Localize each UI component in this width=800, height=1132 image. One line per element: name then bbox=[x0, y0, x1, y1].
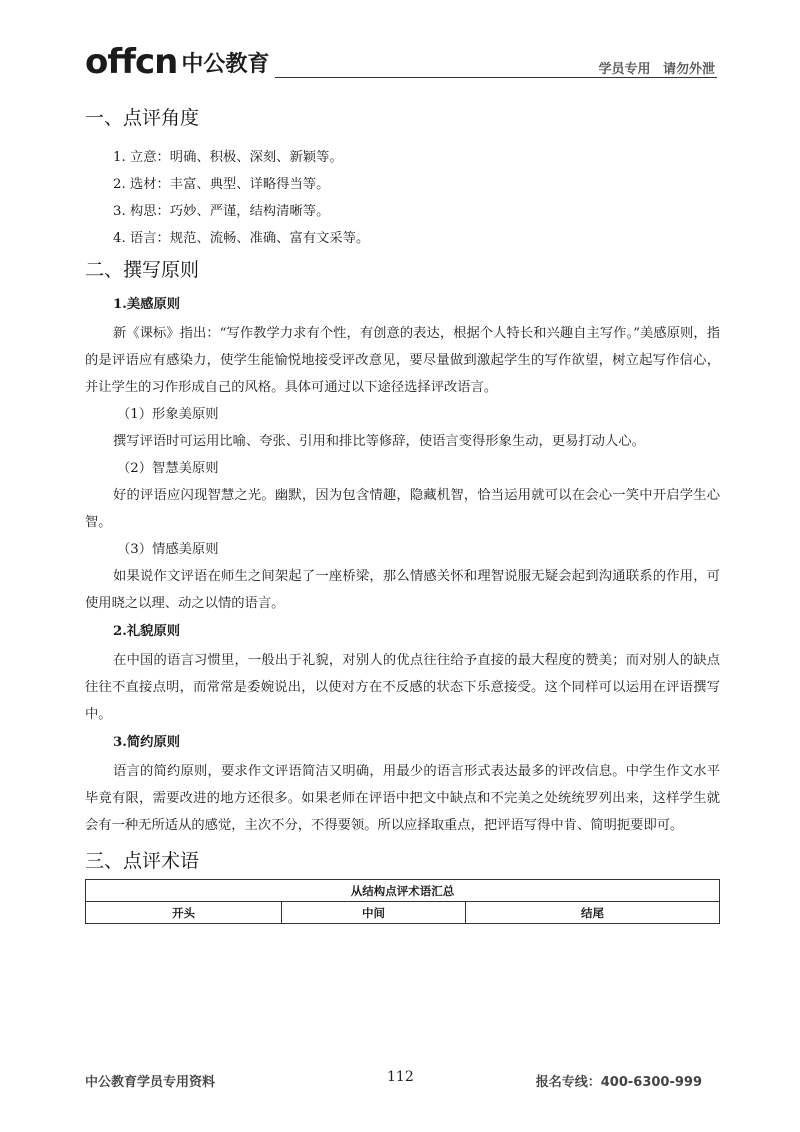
header-confidential-note: 学员专用 请勿外泄 bbox=[598, 62, 715, 77]
footer-hotline: 报名专线：400-6300-999 bbox=[535, 1075, 702, 1090]
section-title-writing-principles: 二、撰写原则 bbox=[85, 259, 200, 281]
paragraph-emotion: 如果说作文评语在师生之间架起了一座桥梁，那么情感关怀和理智说服无疑会起到沟通联系的作用，可使用晓之以理、动之以情的语言。 bbox=[85, 569, 720, 611]
review-terms-table bbox=[85, 879, 720, 924]
section-title-review-angles: 一、点评角度 bbox=[85, 107, 200, 129]
list-item: 2. 选材：丰富、典型、详略得当等。 bbox=[113, 177, 330, 192]
table-header-middle: 中间 bbox=[282, 902, 466, 924]
header-divider bbox=[275, 77, 717, 78]
footer-material-label: 中公教育学员专用资料 bbox=[85, 1075, 216, 1090]
offcn-logo bbox=[85, 40, 269, 80]
table-caption: 从结构点评术语汇总 bbox=[86, 880, 720, 902]
sub-heading-wisdom: （2）智慧美原则 bbox=[117, 461, 219, 476]
list-item: 4. 语言：规范、流畅、准确、富有文采等。 bbox=[113, 231, 370, 246]
list-item: 3. 构思：巧妙、严谨，结构清晰等。 bbox=[113, 204, 330, 219]
page-number: 112 bbox=[387, 1069, 414, 1085]
sub-heading-imagery: （1）形象美原则 bbox=[117, 407, 219, 422]
section-title-review-terms: 三、点评术语 bbox=[85, 850, 200, 872]
table-header-opening: 开头 bbox=[86, 902, 282, 924]
page-header bbox=[85, 38, 717, 82]
list-item: 1. 立意：明确、积极、深刻、新颖等。 bbox=[113, 150, 343, 165]
paragraph-wisdom: 好的评语应闪现智慧之光。幽默，因为包含情趣，隐藏机智，恰当运用就可以在会心一笑中开启学生心智。 bbox=[85, 488, 720, 530]
paragraph-imagery: 撰写评语时可运用比喻、夸张、引用和排比等修辞，使语言变得形象生动，更易打动人心。 bbox=[113, 434, 645, 449]
logo-latin-text: offcn bbox=[85, 42, 178, 82]
logo-chinese-text: 中公教育 bbox=[181, 52, 270, 77]
sub-heading-emotion: （3）情感美原则 bbox=[117, 542, 219, 557]
document-body bbox=[85, 104, 720, 924]
paragraph-aesthetic-intro: 新《课标》指出：“写作教学力求有个性，有创意的表达，根据个人特长和兴趣自主写作。”美感原则，指的是评语应有感染力，使学生能愉悦地接受评改意见，要尽量做到激起学生的写作欲望，树立起写作信心，并让学生的习作形成自己的风格。具体可通过以下途径选择评改语言。 bbox=[85, 326, 720, 395]
principle-heading-concise: 3.简约原则 bbox=[113, 735, 181, 750]
principle-heading-aesthetic: 1.美感原则 bbox=[113, 297, 181, 312]
principle-heading-courtesy: 2.礼貌原则 bbox=[113, 624, 181, 639]
table-header-ending: 结尾 bbox=[466, 902, 720, 924]
paragraph-concise: 语言的简约原则，要求作文评语简洁又明确，用最少的语言形式表达最多的评改信息。中学生作文水平毕竟有限，需要改进的地方还很多。如果老师在评语中把文中缺点和不完美之处统统罗列出来，这样学生就会有一种无所适从的感觉，主次不分，不得要领。所以应择取重点，把评语写得中肯、简明扼要即可。 bbox=[85, 764, 720, 833]
paragraph-courtesy: 在中国的语言习惯里，一般出于礼貌，对别人的优点往往给予直接的最大程度的赞美；而对别人的缺点往往不直接点明，而常常是委婉说出，以使对方在不反感的状态下乐意接受。这个同样可以运用在评语撰写中。 bbox=[85, 653, 720, 722]
review-angles-list bbox=[113, 144, 720, 252]
